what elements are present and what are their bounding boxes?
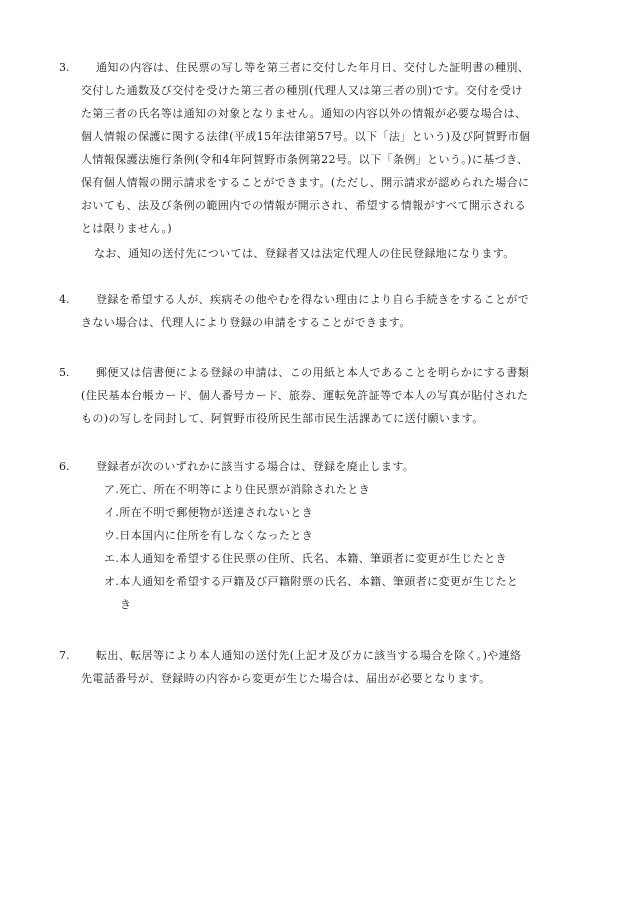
subitem: オ.本人通知を希望する戸籍及び戸籍附票の氏名、本籍、筆頭者に変更が生じたと xyxy=(104,575,519,588)
item-text-line: もの)の写しを同封して、阿賀野市役所民生部市民生活課あてに送付願います。 xyxy=(81,412,484,425)
item-text-line: 登録を希望する人が、疾病その他やむを得ない理由により自ら手続きをすることがで xyxy=(96,293,530,306)
subitem: ア.死亡、所在不明等により住民票が消除されたとき xyxy=(104,483,371,496)
item-text-line: 登録者が次のいずれかに該当する場合は、登録を廃止します。 xyxy=(96,460,415,473)
item-text-line: きない場合は、代理人により登録の申請をすることができます。 xyxy=(81,316,411,329)
item-text-line: 個人情報の保護に関する法律(平成15年法律第57号。以下「法」という)及び阿賀野市個 xyxy=(81,130,531,143)
item-number: 7. xyxy=(59,649,70,662)
subitem-continuation: き xyxy=(120,598,132,611)
item-text-line: おいても、法及び条例の範囲内での情報が開示され、希望する情報がすべて開示される xyxy=(81,199,527,212)
item-text-line: (住民基本台帳カード、個人番号カード、旅券、運転免許証等で本人の写真が貼付された xyxy=(81,389,529,402)
item-note: なお、通知の送付先については、登録者又は法定代理人の住民登録地になります。 xyxy=(94,247,515,260)
item-text-line: 先電話番号が、登録時の内容から変更が生じた場合は、届出が必要となります。 xyxy=(81,672,491,685)
item-number: 6. xyxy=(59,460,70,473)
subitem: イ.所在不明で郵便物が送達されないとき xyxy=(104,506,314,519)
subitem: エ.本人通知を希望する住民票の住所、氏名、本籍、筆頭者に変更が生じたとき xyxy=(104,552,507,565)
item-text-line: 人情報保護法施行条例(令和4年阿賀野市条例第22号。以下「条例」という。)に基づき、 xyxy=(81,153,529,166)
subitem: ウ.日本国内に住所を有しなくなったとき xyxy=(104,529,314,542)
item-text-line: 転出、転居等により本人通知の送付先(上記オ及びカに該当する場合を除く。)や連絡 xyxy=(96,649,522,662)
item-text-line: とは限りません。) xyxy=(81,222,173,235)
item-text-line: 交付した通数及び交付を受けた第三者の種別(代理人又は第三者の別)です。交付を受け xyxy=(81,84,523,97)
item-text-line: 郵便又は信書便による登録の申請は、この用紙と本人であることを明らかにする書類 xyxy=(96,366,530,379)
item-text-line: た第三者の氏名等は通知の対象となりません。通知の内容以外の情報が必要な場合は、 xyxy=(81,107,527,120)
item-text-line: 保有個人情報の開示請求をすることができます。(ただし、開示請求が認められた場合に xyxy=(81,176,530,189)
item-text-line: 通知の内容は、住民票の写し等を第三者に交付した年月日、交付した証明書の種別、 xyxy=(96,61,530,74)
item-number: 4. xyxy=(59,293,70,306)
item-number: 5. xyxy=(59,366,70,379)
item-number: 3. xyxy=(59,61,70,74)
